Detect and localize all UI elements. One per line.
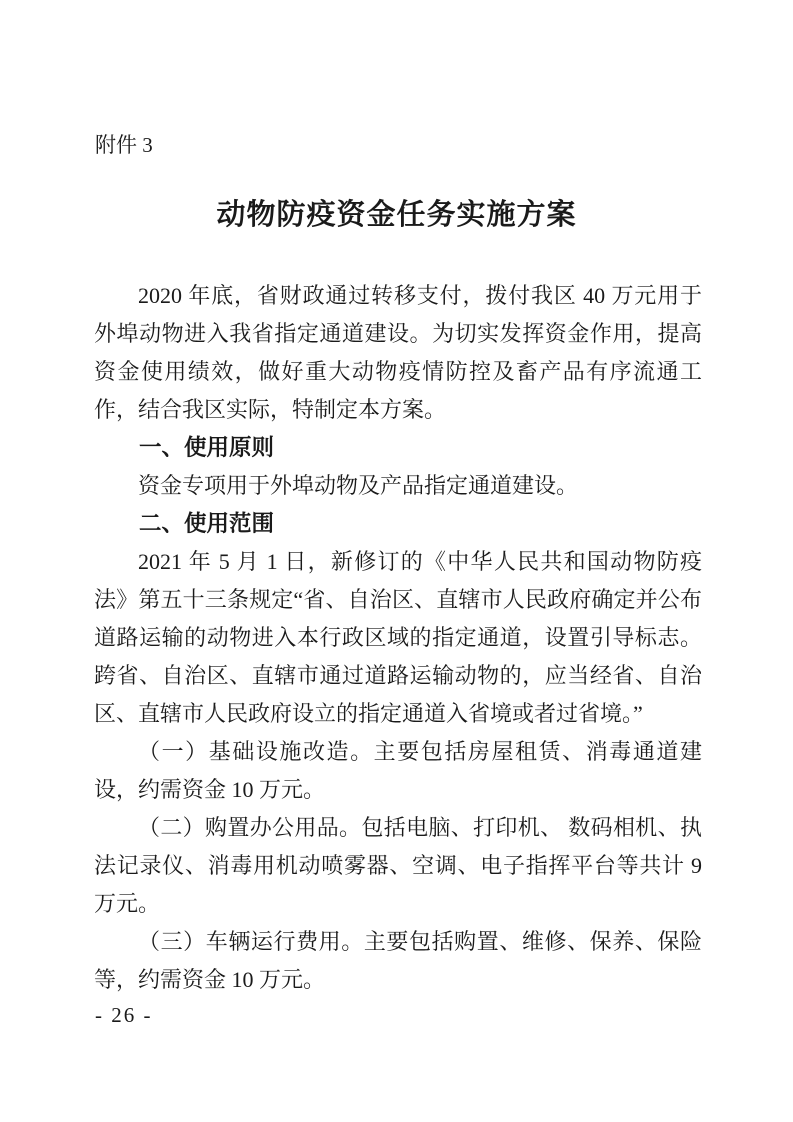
document-body bbox=[94, 277, 702, 999]
paragraph-item-2-office-supplies: （二）购置办公用品。包括电脑、打印机、 数码相机、执法记录仪、消毒用机动喷雾器、空调、电子指挥平台等共计 9 万元。 bbox=[94, 815, 702, 916]
paragraph-item-3-vehicle-costs: （三）车辆运行费用。主要包括购置、维修、保养、保险等，约需资金 10 万元。 bbox=[94, 929, 702, 992]
paragraph-principle: 资金专项用于外埠动物及产品指定通道建设。 bbox=[138, 473, 579, 498]
paragraph-law-reference: 2021 年 5 月 1 日，新修订的《中华人民共和国动物防疫法》第五十三条规定“省、自治区、直辖市人民政府确定并公布道路运输的动物进入本行政区域的指定通道，设置引导标志。跨省、自治区、直辖市通过道路运输动物的，应当经省、自治区、直辖市人民政府设立的指定通道入省境或者过省境。” bbox=[94, 549, 702, 726]
section-heading-usage-scope: 二、使用范围 bbox=[139, 511, 275, 536]
document-title: 动物防疫资金任务实施方案 bbox=[216, 199, 577, 231]
paragraph-intro: 2020 年底，省财政通过转移支付，拨付我区 40 万元用于外埠动物进入我省指定通道建设。为切实发挥资金作用，提高资金使用绩效，做好重大动物疫情防控及畜产品有序流通工作，结合我区实际，特制定本方案。 bbox=[94, 283, 702, 422]
attachment-label: 附件 3 bbox=[95, 133, 153, 157]
paragraph-item-1-infrastructure: （一）基础设施改造。主要包括房屋租赁、消毒通道建设，约需资金 10 万元。 bbox=[94, 739, 702, 802]
section-heading-usage-principle: 一、使用原则 bbox=[139, 435, 275, 460]
page-number: - 26 - bbox=[95, 1003, 153, 1027]
